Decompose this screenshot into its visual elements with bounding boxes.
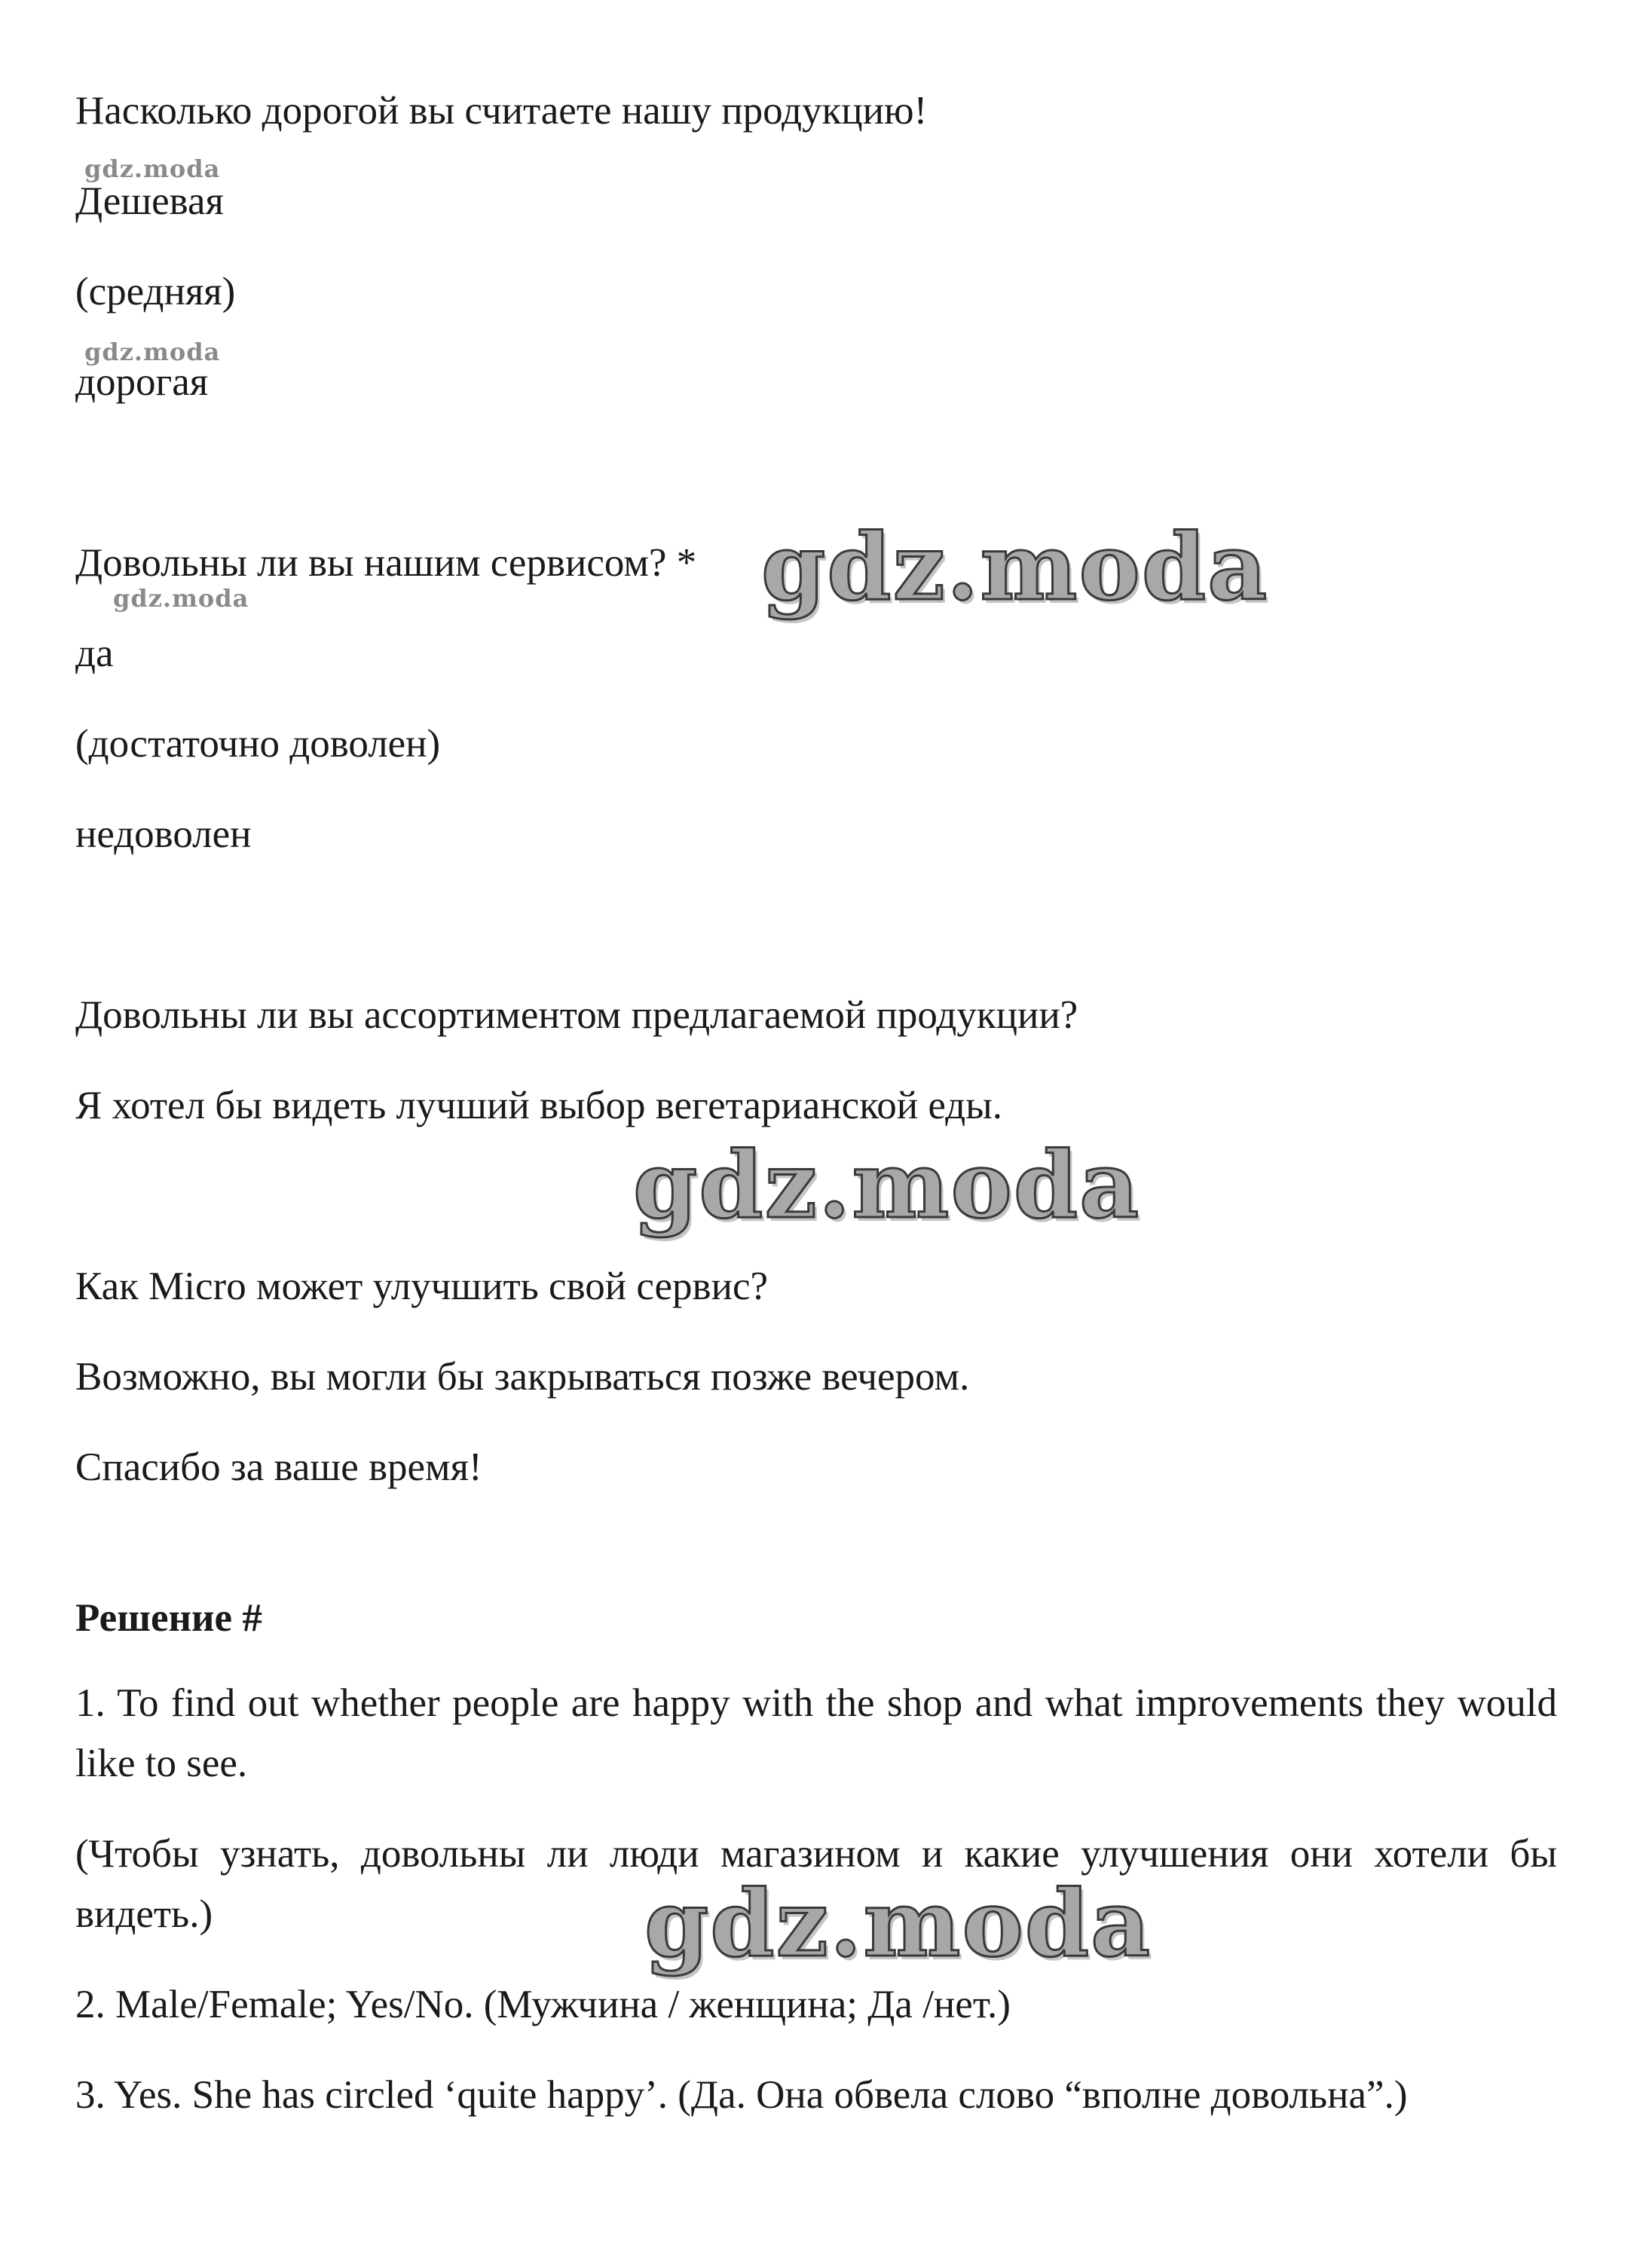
watermark-small: gdz.moda xyxy=(84,154,221,183)
answer-range: Я хотел бы видеть лучший выбор вегетарианской еды. xyxy=(75,1084,1003,1127)
service-option-unhappy: недоволен xyxy=(75,812,252,856)
watermark-large: gdz.moda xyxy=(644,1869,1152,1977)
thanks-line: Спасибо за ваше время! xyxy=(75,1445,482,1489)
price-option-cheap: Дешевая xyxy=(75,179,224,223)
watermark-large: gdz.moda xyxy=(761,512,1269,621)
watermark-small: gdz.moda xyxy=(84,338,221,366)
answer-improve: Возможно, вы могли бы закрываться позже вечером. xyxy=(75,1355,970,1399)
watermark-large: gdz.moda xyxy=(633,1130,1141,1239)
solution-answer-1: 1. To find out whether people are happy with the shop and what improvements they would like to see. xyxy=(75,1681,1557,1785)
service-option-quite-happy: (достаточно доволен) xyxy=(75,722,441,766)
watermark-small: gdz.moda xyxy=(113,584,249,613)
solution-answer-2: 2. Male/Female; Yes/No. (Мужчина / женщина; Да /нет.) xyxy=(75,1983,1011,2026)
solution-answer-1-translation: (Чтобы узнать, довольны ли люди магазином и какие улучшения они хотели бы видеть.) xyxy=(75,1832,1557,1936)
price-option-medium: (средняя) xyxy=(75,270,236,313)
question-improve: Как Micro может улучшить свой сервис? xyxy=(75,1265,768,1308)
solution-heading: Решение # xyxy=(75,1596,262,1640)
price-option-expensive: дорогая xyxy=(75,360,209,404)
question-range: Довольны ли вы ассортиментом предлагаемой продукции? xyxy=(75,993,1078,1037)
solution-answer-3: 3. Yes. She has circled ‘quite happy’. (Да. Она обвела слово “вполне довольна”.) xyxy=(75,2073,1408,2117)
service-option-yes: да xyxy=(75,632,114,675)
question-price: Насколько дорогой вы считаете нашу продукцию! xyxy=(75,89,928,133)
question-service: Довольны ли вы нашим сервисом? * xyxy=(75,541,697,585)
